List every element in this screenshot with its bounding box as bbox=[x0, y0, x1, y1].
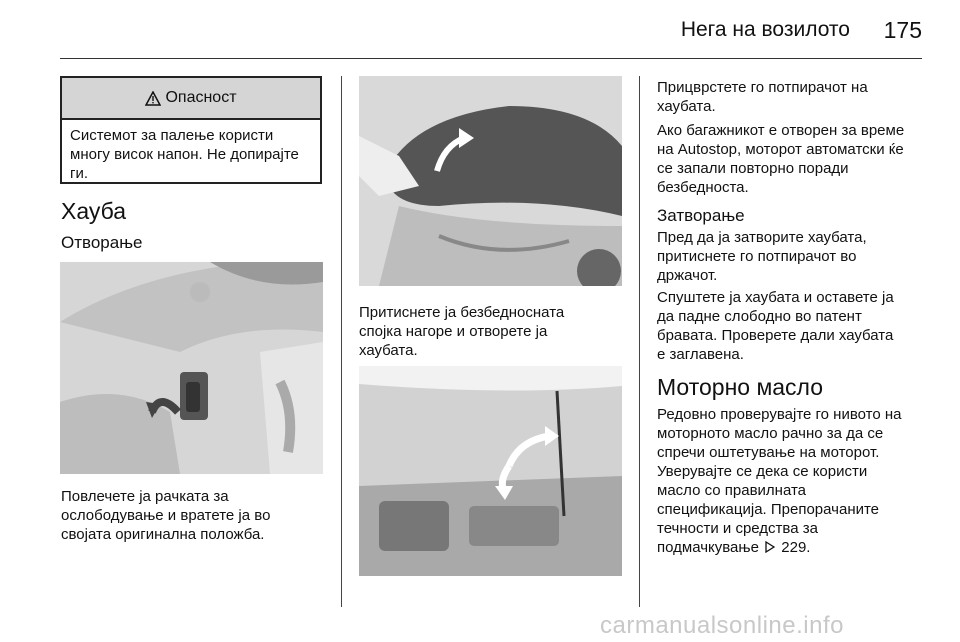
hood-prop-rod-image bbox=[359, 366, 622, 576]
caption-opening-lever: Повлечете ја рачката за ослободување и вратете ја во својата оригинална положба. bbox=[61, 488, 271, 543]
para-autostop-warning: Ако багажникот е отворен за време на Autostop, моторот автоматски ќе се запали повторно поради безбедноста. bbox=[657, 122, 905, 196]
subsection-title-opening: Отворање bbox=[61, 233, 143, 252]
watermark: carmanualsonline.info bbox=[600, 612, 844, 639]
warning-text: Системот за палење користи многу висок напон. Не допирајте ги. bbox=[70, 127, 299, 182]
cross-reference-page[interactable]: 229. bbox=[781, 539, 811, 556]
warning-box bbox=[60, 76, 322, 184]
running-header-title: Нега на возилото bbox=[680, 18, 850, 41]
para-lower-hood: Спуштете ја хаубата и оставете ја да падне слободно во патент бравата. Проверете дали хаубата е заглавена. bbox=[657, 289, 894, 363]
cross-reference-arrow-icon[interactable] bbox=[765, 541, 775, 553]
section-title-hood: Хауба bbox=[61, 198, 127, 224]
para-fix-prop-rod: Прицврстете го потпирачот на хаубата. bbox=[657, 79, 868, 115]
warning-title: Опасност bbox=[165, 89, 237, 106]
column-divider-2 bbox=[639, 76, 640, 607]
hood-safety-catch-image bbox=[359, 76, 622, 286]
column-divider-1 bbox=[341, 76, 342, 607]
page-number: 175 bbox=[883, 17, 922, 43]
header-rule bbox=[60, 58, 922, 59]
subsection-title-closing: Затворање bbox=[657, 206, 745, 225]
caption-safety-catch: Притиснете ја безбедносната спојка нагоре и отворете ја хаубата. bbox=[359, 304, 565, 359]
warning-triangle-icon bbox=[145, 91, 161, 106]
engine-oil-last-line: подмачкување 229. bbox=[657, 539, 811, 556]
para-engine-oil: Редовно проверувајте го нивото на моторното масло рачно за да се спречи оштетување на моторот. Уверувајте се дека се користи масло со правилната спецификација. Препорачаните течности и средства за подмачкување 229. bbox=[657, 406, 902, 556]
para-before-closing: Пред да ја затворите хаубата, притиснете го потпирачот во држачот. bbox=[657, 229, 867, 284]
section-title-engine-oil: Моторно масло bbox=[657, 374, 824, 400]
warning-header bbox=[62, 78, 320, 120]
hood-release-lever-image bbox=[60, 262, 323, 474]
